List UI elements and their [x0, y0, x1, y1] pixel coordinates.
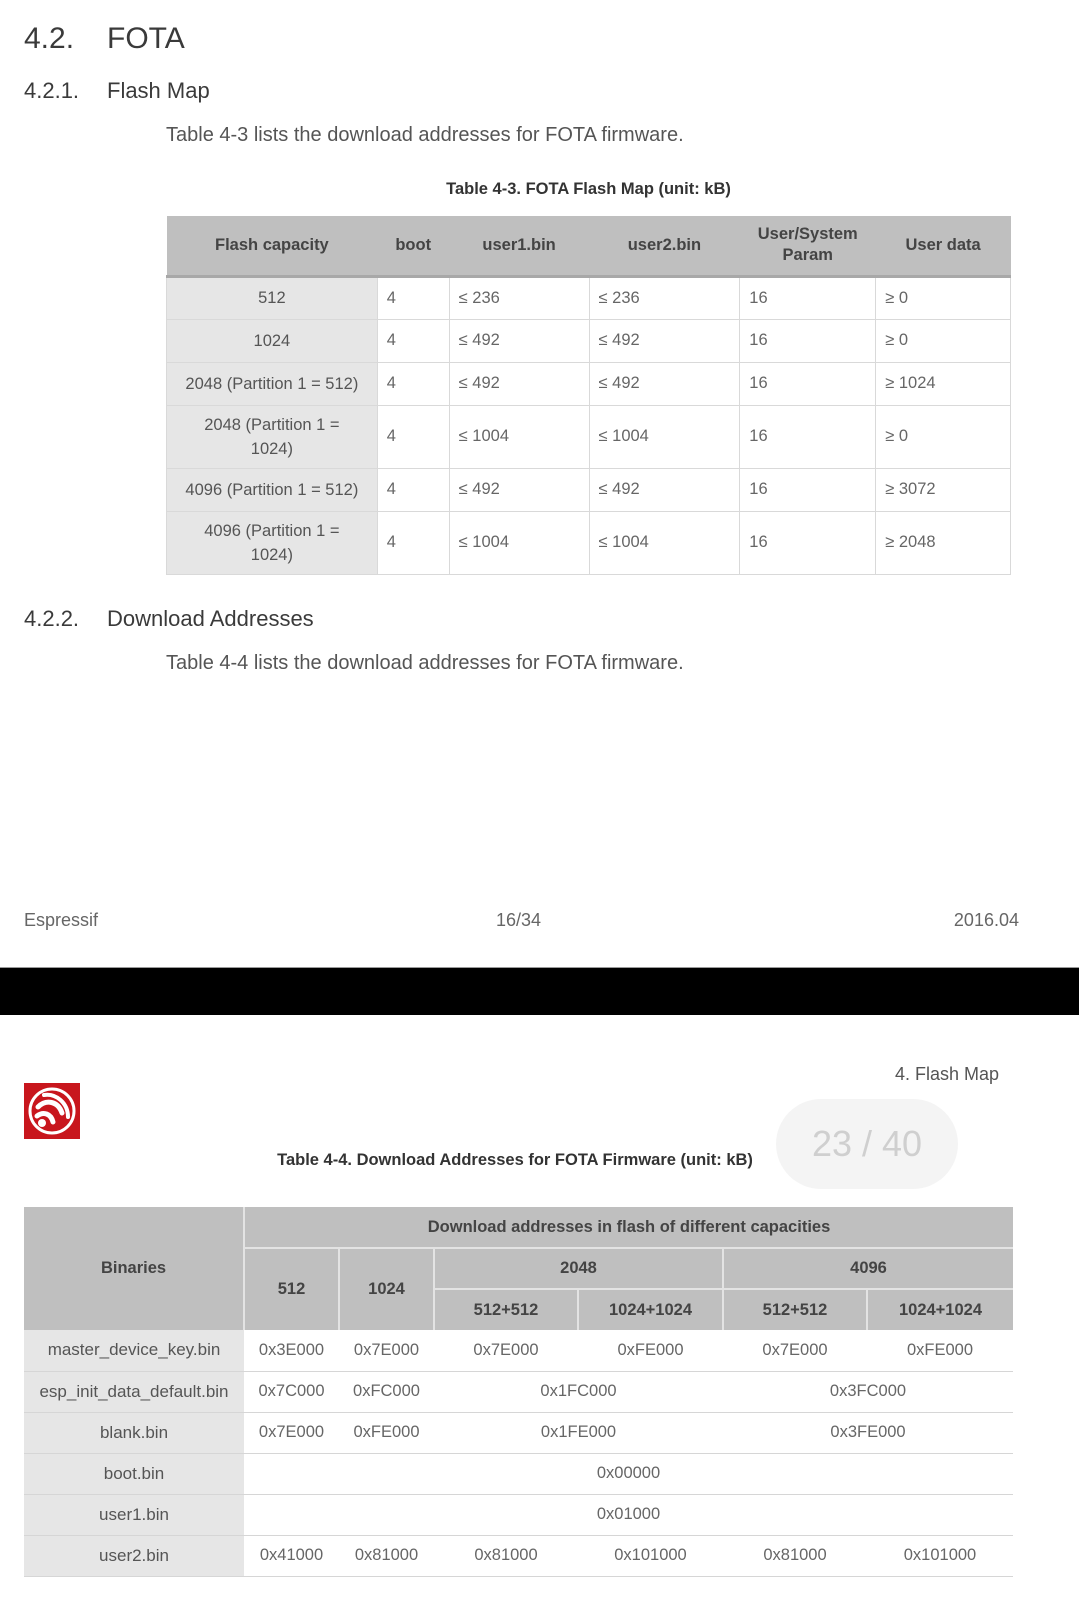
header-cap-4096: 4096 — [723, 1248, 1013, 1289]
cell-addr-1024: 0xFC000 — [339, 1371, 434, 1412]
table-row-master-device-key — [24, 1330, 1013, 1371]
footer-company: Espressif — [24, 910, 99, 930]
header-download-addresses: Download addresses in flash of different capacities — [244, 1207, 1013, 1248]
header-2048-512-512: 512+512 — [434, 1289, 578, 1330]
subsection-number: 4.2.1. — [24, 78, 80, 103]
cell-user1: ≤ 1004 — [449, 511, 589, 574]
section-title: FOTA — [107, 22, 185, 55]
cell-addr-512: 0x3E000 — [244, 1330, 339, 1371]
cell-param: 16 — [740, 319, 876, 362]
header-user1-bin: user1.bin — [449, 216, 589, 276]
cell-addr-4096-a: 0x7E000 — [723, 1330, 867, 1371]
table-row-user2 — [24, 1535, 1013, 1576]
cell-user1: ≤ 492 — [449, 362, 589, 405]
subsection-number: 4.2.2. — [24, 606, 80, 631]
cell-addr-512: 0x7C000 — [244, 1371, 339, 1412]
download-addresses-table — [24, 1207, 1013, 1577]
table-row-user1 — [24, 1494, 1013, 1535]
subsection-title: Download Addresses — [107, 606, 314, 631]
subsection-heading-download-addresses — [24, 606, 314, 632]
cell-user1: ≤ 1004 — [449, 405, 589, 468]
header-user2-bin: user2.bin — [589, 216, 740, 276]
table-4-3-caption: Table 4-3. FOTA Flash Map (unit: kB) — [446, 180, 731, 198]
header-4096-512-512: 512+512 — [723, 1289, 867, 1330]
cell-capacity: 512 — [167, 276, 378, 319]
cell-capacity: 1024 — [167, 319, 378, 362]
cell-addr-2048-a: 0x7E000 — [434, 1330, 578, 1371]
cell-user2: ≤ 1004 — [589, 405, 740, 468]
cell-addr-all: 0x00000 — [244, 1453, 1013, 1494]
header-cap-1024: 1024 — [339, 1248, 434, 1330]
running-header: 4. Flash Map — [894, 1064, 999, 1084]
cell-param: 16 — [740, 468, 876, 511]
document-page-17 — [0, 1015, 1079, 1598]
subsection-heading-flash-map — [24, 78, 210, 104]
header-binaries: Binaries — [24, 1207, 244, 1330]
cell-user-data: ≥ 3072 — [876, 468, 1011, 511]
cell-user1: ≤ 492 — [449, 319, 589, 362]
cell-user1: ≤ 492 — [449, 468, 589, 511]
cell-addr-4096-b: 0xFE000 — [867, 1330, 1013, 1371]
table-row — [167, 405, 1011, 468]
cell-binary-name: user1.bin — [24, 1494, 244, 1535]
cell-addr-2048: 0x1FC000 — [434, 1371, 723, 1412]
header-user-data: User data — [876, 216, 1011, 276]
table-row — [167, 362, 1011, 405]
cell-capacity: 2048 (Partition 1 = 512) — [167, 362, 378, 405]
cell-boot: 4 — [377, 276, 449, 319]
cell-param: 16 — [740, 276, 876, 319]
section-heading — [24, 22, 185, 56]
cell-capacity: 2048 (Partition 1 = 1024) — [167, 405, 378, 468]
cell-addr-4096: 0x3FC000 — [723, 1371, 1013, 1412]
flash-map-table — [166, 216, 1011, 575]
table-row — [167, 319, 1011, 362]
header-boot: boot — [377, 216, 449, 276]
table-4-4-caption: Table 4-4. Download Addresses for FOTA Firmware (unit: kB) — [277, 1151, 753, 1169]
header-param-line2: Param — [782, 246, 833, 265]
cell-addr-all: 0x01000 — [244, 1494, 1013, 1535]
cell-capacity: 4096 (Partition 1 = 1024) — [167, 511, 378, 574]
cell-user2: ≤ 492 — [589, 362, 740, 405]
cell-binary-name: master_device_key.bin — [24, 1330, 244, 1371]
table-row-blank — [24, 1412, 1013, 1453]
intro-paragraph-table-4-4: Table 4-4 lists the download addresses for FOTA firmware. — [166, 652, 684, 674]
cell-capacity: 4096 (Partition 1 = 512) — [167, 468, 378, 511]
cell-addr-512: 0x41000 — [244, 1535, 339, 1576]
cell-user-data: ≥ 0 — [876, 276, 1011, 319]
header-4096-1024-1024: 1024+1024 — [867, 1289, 1013, 1330]
cell-user2: ≤ 236 — [589, 276, 740, 319]
cell-binary-name: blank.bin — [24, 1412, 244, 1453]
cell-param: 16 — [740, 405, 876, 468]
table-row-boot — [24, 1453, 1013, 1494]
cell-boot: 4 — [377, 511, 449, 574]
page-gap-divider — [0, 967, 1079, 1015]
table-row-esp-init-data — [24, 1371, 1013, 1412]
cell-addr-2048: 0x1FE000 — [434, 1412, 723, 1453]
intro-paragraph-table-4-3: Table 4-3 lists the download addresses for FOTA firmware. — [166, 124, 684, 146]
cell-user2: ≤ 1004 — [589, 511, 740, 574]
cell-boot: 4 — [377, 362, 449, 405]
header-user-system-param — [740, 216, 876, 276]
cell-binary-name: user2.bin — [24, 1535, 244, 1576]
header-param-line1: User/System — [757, 225, 858, 244]
cell-addr-2048-a: 0x81000 — [434, 1535, 578, 1576]
cell-addr-1024: 0xFE000 — [339, 1412, 434, 1453]
cell-addr-4096-a: 0x81000 — [723, 1535, 867, 1576]
espressif-logo-icon — [24, 1083, 80, 1139]
cell-addr-1024: 0x81000 — [339, 1535, 434, 1576]
cell-boot: 4 — [377, 319, 449, 362]
cell-binary-name: boot.bin — [24, 1453, 244, 1494]
cell-user-data: ≥ 0 — [876, 319, 1011, 362]
cell-addr-4096: 0x3FE000 — [723, 1412, 1013, 1453]
table-header-row — [167, 216, 1011, 276]
cell-user-data: ≥ 0 — [876, 405, 1011, 468]
cell-user1: ≤ 236 — [449, 276, 589, 319]
cell-user2: ≤ 492 — [589, 319, 740, 362]
subsection-title: Flash Map — [107, 78, 210, 103]
table-header-row — [24, 1207, 1013, 1248]
cell-param: 16 — [740, 362, 876, 405]
cell-boot: 4 — [377, 405, 449, 468]
cell-user-data: ≥ 1024 — [876, 362, 1011, 405]
cell-user2: ≤ 492 — [589, 468, 740, 511]
cell-addr-4096-b: 0x101000 — [867, 1535, 1013, 1576]
cell-addr-2048-b: 0xFE000 — [578, 1330, 723, 1371]
cell-addr-2048-b: 0x101000 — [578, 1535, 723, 1576]
cell-param: 16 — [740, 511, 876, 574]
footer-date: 2016.04 — [953, 910, 1019, 930]
cell-user-data: ≥ 2048 — [876, 511, 1011, 574]
cell-binary-name: esp_init_data_default.bin — [24, 1371, 244, 1412]
cell-addr-1024: 0x7E000 — [339, 1330, 434, 1371]
header-cap-512: 512 — [244, 1248, 339, 1330]
header-2048-1024-1024: 1024+1024 — [578, 1289, 723, 1330]
table-row — [167, 276, 1011, 319]
cell-addr-512: 0x7E000 — [244, 1412, 339, 1453]
section-number: 4.2. — [24, 22, 75, 55]
cell-boot: 4 — [377, 468, 449, 511]
header-cap-2048: 2048 — [434, 1248, 723, 1289]
table-row — [167, 511, 1011, 574]
table-row — [167, 468, 1011, 511]
footer-page-number: 16/34 — [496, 910, 542, 930]
header-flash-capacity: Flash capacity — [167, 216, 378, 276]
viewer-page-indicator: 23 / 40 — [776, 1099, 958, 1189]
